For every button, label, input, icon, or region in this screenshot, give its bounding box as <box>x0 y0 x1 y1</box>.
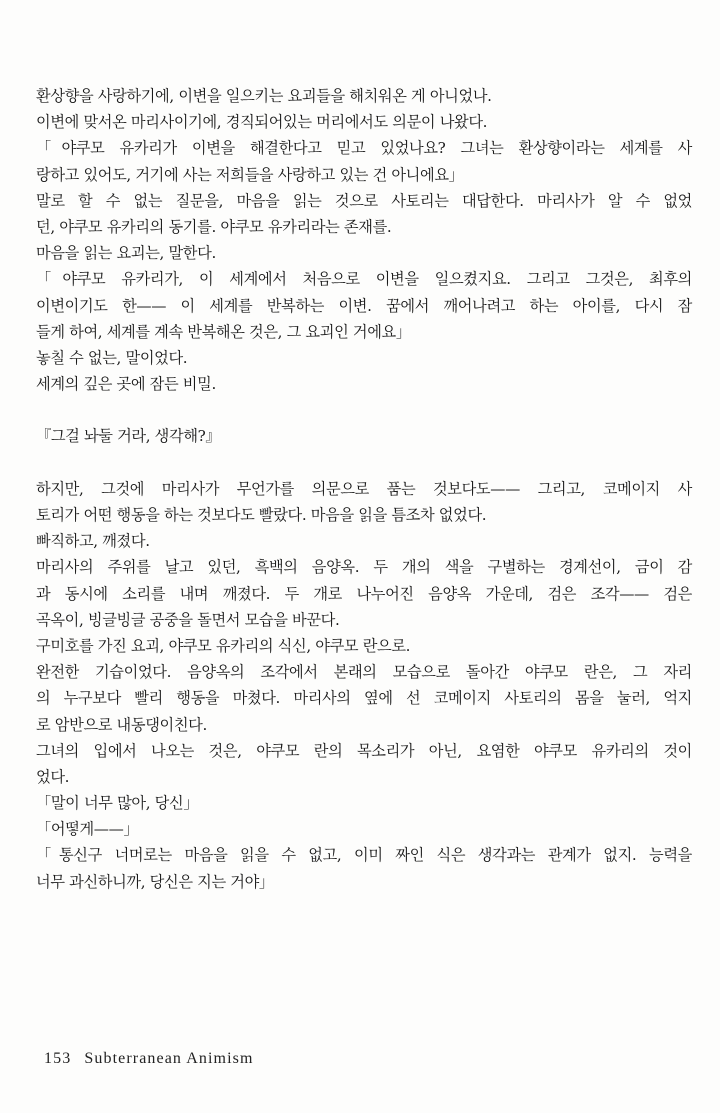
text-line: 너무 과신하니까, 당신은 지는 거야」 <box>36 872 274 891</box>
blank-line <box>36 397 692 423</box>
text-line: 세계의 깊은 곳에 잠든 비밀. <box>36 375 216 394</box>
text-line: 토리가 어떤 행동을 하는 것보다도 빨랐다. 마음을 읽을 틈조차 없었다. <box>36 506 487 524</box>
text-line: 완전한 기습이었다. 음양옥의 조각에서 본래의 모습으로 돌아간 야쿠모 란은, 그 자리 <box>36 663 692 682</box>
running-title: Subterranean Animism <box>84 1050 254 1067</box>
text-line: 구미호를 가진 요괴, 야쿠모 유카리의 식신, 야쿠모 란으로. <box>36 636 411 655</box>
text-line: 「야쿠모 유카리가 이변을 해결한다고 믿고 있었나요? 그녀는 환상향이라는 세계를 사 <box>36 139 692 158</box>
text-line: 『그걸 놔둘 거라, 생각해?』 <box>36 427 221 446</box>
text-line: 그녀의 입에서 나오는 것은, 야쿠모 란의 목소리가 아닌, 요염한 야쿠모 유카리의 것이 <box>36 741 692 760</box>
text-line: 마음을 읽는 요괴는, 말한다. <box>36 244 216 263</box>
page-number: 153 <box>44 1050 72 1067</box>
text-line: 곡옥이, 빙글빙글 공중을 돌면서 모습을 바꾼다. <box>36 610 340 629</box>
text-line: 과 동시에 소리를 내며 깨졌다. 두 개로 나누어진 음양옥 가운데, 검은 조각—— 검은 <box>36 584 692 603</box>
text-line: 이변이기도 한—— 이 세계를 반복하는 이변. 꿈에서 깨어나려고 하는 아이를, 다시 잠 <box>36 296 692 315</box>
text-line: 환상향을 사랑하기에, 이변을 일으키는 요괴들을 해치워온 게 아니었나. <box>36 87 492 105</box>
text-line: 들게 하여, 세계를 계속 반복해온 것은, 그 요괴인 거에요」 <box>36 322 411 341</box>
text-line: 마리사의 주위를 날고 있던, 흑백의 음양옥. 두 개의 색을 구별하는 경계선이, 금이 감 <box>36 558 692 577</box>
text-line: 「통신구 너머로는 마음을 읽을 수 없고, 이미 짜인 식은 생각과는 관계가 없지. 능력을 <box>36 846 692 865</box>
text-line: 하지만, 그것에 마리사가 무언가를 의문으로 품는 것보다도—— 그리고, 코메이지 사 <box>36 479 692 498</box>
text-line: 「어떻게——」 <box>36 820 139 839</box>
text-line: 로 암반으로 내동댕이친다. <box>36 715 207 734</box>
text-line: 었다. <box>36 767 70 786</box>
blank-line <box>36 450 692 476</box>
text-line: 「말이 너무 많아, 당신」 <box>36 794 199 813</box>
page-footer <box>44 1050 254 1068</box>
text-line: 던, 야쿠모 유카리의 동기를. 야쿠모 유카리라는 존재를. <box>36 217 392 236</box>
text-line: 이변에 맞서온 마리사이기에, 경직되어있는 머리에서도 의문이 나왔다. <box>36 113 488 132</box>
text-line: 빠직하고, 깨졌다. <box>36 532 150 551</box>
text-line: 「야쿠모 유카리가, 이 세계에서 처음으로 이변을 일으켰지요. 그리고 그것은, 최후의 <box>36 270 692 289</box>
text-line: 랑하고 있어도, 거기에 사는 저희들을 사랑하고 있는 건 아니에요」 <box>36 165 464 184</box>
text-line: 의 누구보다 빨리 행동을 마쳤다. 마리사의 옆에 선 코메이지 사토리의 몸을 눌러, 억지 <box>36 689 692 708</box>
body-text <box>36 83 692 895</box>
text-line: 놓칠 수 없는, 말이었다. <box>36 348 188 367</box>
text-line: 말로 할 수 없는 질문을, 마음을 읽는 것으로 사토리는 대답한다. 마리사가 알 수 없었 <box>36 191 692 210</box>
